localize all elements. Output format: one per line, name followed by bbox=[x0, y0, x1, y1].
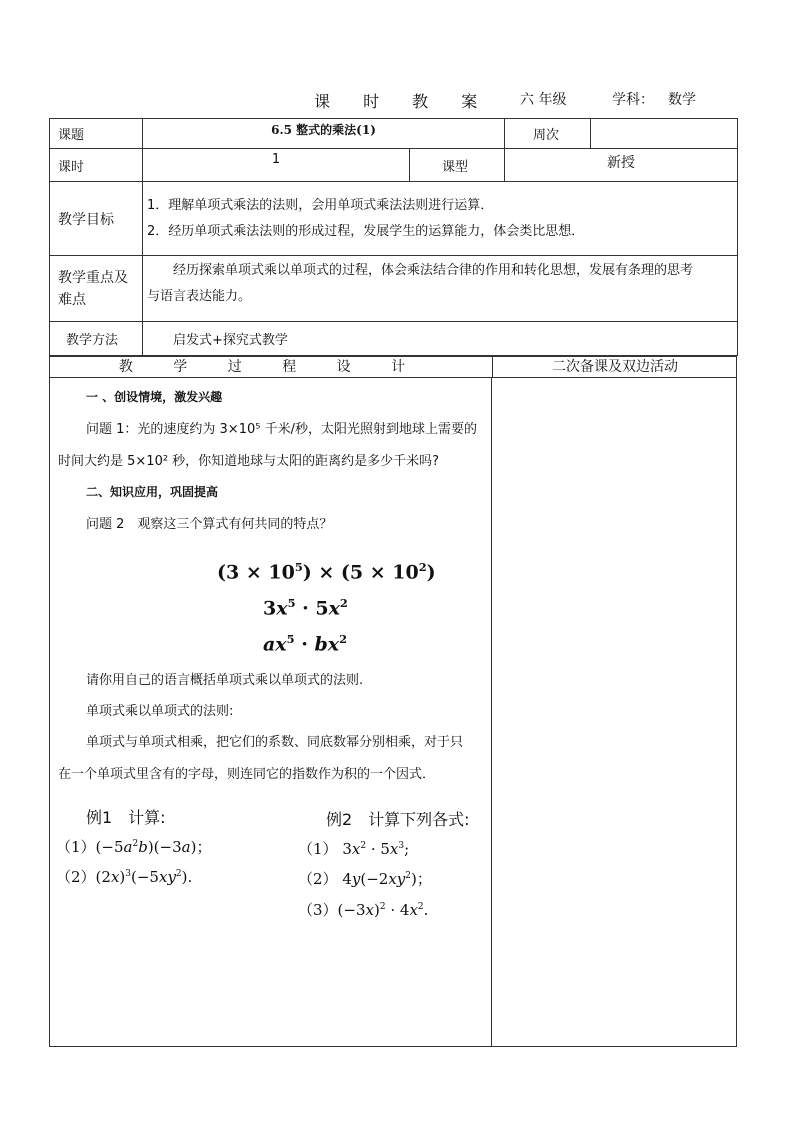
example-2-item: （2） $4y(-2xy^2)$； bbox=[298, 870, 432, 888]
item-number: （2） bbox=[298, 870, 338, 888]
example-1-title: 例1 计算: bbox=[86, 808, 166, 827]
key-text-line: 经历探索单项式乘以单项式的过程，体会乘法结合律的作用和转化思想，发展有条理的思考 bbox=[173, 263, 694, 278]
prompt-text: 请你用自己的语言概括单项式乘以单项式的法则. bbox=[86, 673, 364, 688]
key-text-line: 与语言表达能力。 bbox=[147, 289, 252, 304]
subject: 数学 bbox=[668, 92, 696, 108]
week-label: 周次 bbox=[505, 119, 591, 149]
topic-value: 6.5 整式的乘法(1) bbox=[143, 119, 505, 149]
section-2-title: 二、知识应用，巩固提高 bbox=[86, 485, 219, 499]
goal-item: 1．理解单项式乘法的法则，会用单项式乘法法则进行运算． bbox=[147, 197, 494, 213]
subject-label: 学科： bbox=[612, 92, 654, 108]
process-right-header: 二次备课及双边活动 bbox=[492, 357, 737, 377]
column-divider bbox=[491, 377, 492, 1047]
item-number: （3） bbox=[298, 901, 338, 919]
item-number: （2） bbox=[56, 868, 96, 886]
week-value bbox=[591, 119, 738, 149]
question-1-line: 问题 1：光的速度约为 3×10⁵ 千米/秒，太阳光照射到地球上需要的 bbox=[86, 422, 477, 437]
method-label: 教学方法 bbox=[50, 322, 143, 356]
section-1-title: 一 、创设情境，激发兴趣 bbox=[86, 390, 223, 404]
example-1-item: $(1)(-5a^2b)(-3a)$； bbox=[56, 838, 212, 856]
item-number: （1） bbox=[298, 840, 338, 858]
formula-1: $(3 \times 10^5) \times (5 \times 10^2)$ bbox=[217, 560, 436, 584]
item-number: （1） bbox=[56, 838, 96, 856]
rule-title: 单项式乘以单项式的法则: bbox=[86, 704, 234, 719]
lesson-type-label: 课型 bbox=[410, 149, 505, 182]
process-left-header: 教 学 过 程 设 计 bbox=[118, 359, 424, 375]
grade: 六 年级 bbox=[520, 92, 567, 108]
example-2-title: 例2 计算下列各式: bbox=[326, 810, 470, 829]
period-value: 1 bbox=[143, 149, 410, 182]
example-2-item: （1） $3x^2 \cdot 5x^3$; bbox=[298, 840, 410, 858]
page-title: 课 时 教 案 bbox=[314, 92, 492, 111]
method-value: 启发式+探究式教学 bbox=[143, 322, 738, 356]
example-1-item: $(2)(2x)^3(-5xy^2)$. bbox=[56, 868, 193, 886]
lesson-info-table bbox=[49, 118, 738, 356]
topic-label: 课题 bbox=[50, 119, 143, 149]
question-2: 问题 2 观察这三个算式有何共同的特点？ bbox=[86, 517, 333, 532]
example-2-item: $(3)(-3x)^2 \cdot 4x^2$. bbox=[298, 901, 429, 919]
formula-2: $3x^5 \cdot 5x^2$ bbox=[263, 596, 348, 620]
period-label: 课时 bbox=[50, 149, 143, 182]
process-header bbox=[49, 356, 737, 378]
lesson-type-value: 新授 bbox=[505, 149, 738, 182]
rule-line: 在一个单项式里含有的字母，则连同它的指数作为积的一个因式． bbox=[58, 767, 436, 782]
rule-line: 单项式与单项式相乘，把它们的系数、同底数幂分别相乘，对于只 bbox=[86, 735, 464, 750]
key-label: 教学重点及难点 bbox=[50, 256, 143, 322]
goal-item: 2．经历单项式乘法法则的形成过程，发展学生的运算能力，体会类比思想． bbox=[147, 223, 585, 239]
formula-3: $ax^5 \cdot bx^2$ bbox=[263, 632, 347, 656]
goals-label: 教学目标 bbox=[50, 182, 143, 256]
question-1-line: 时间大约是 5×10² 秒，你知道地球与太阳的距离约是多少千米吗? bbox=[58, 454, 440, 469]
